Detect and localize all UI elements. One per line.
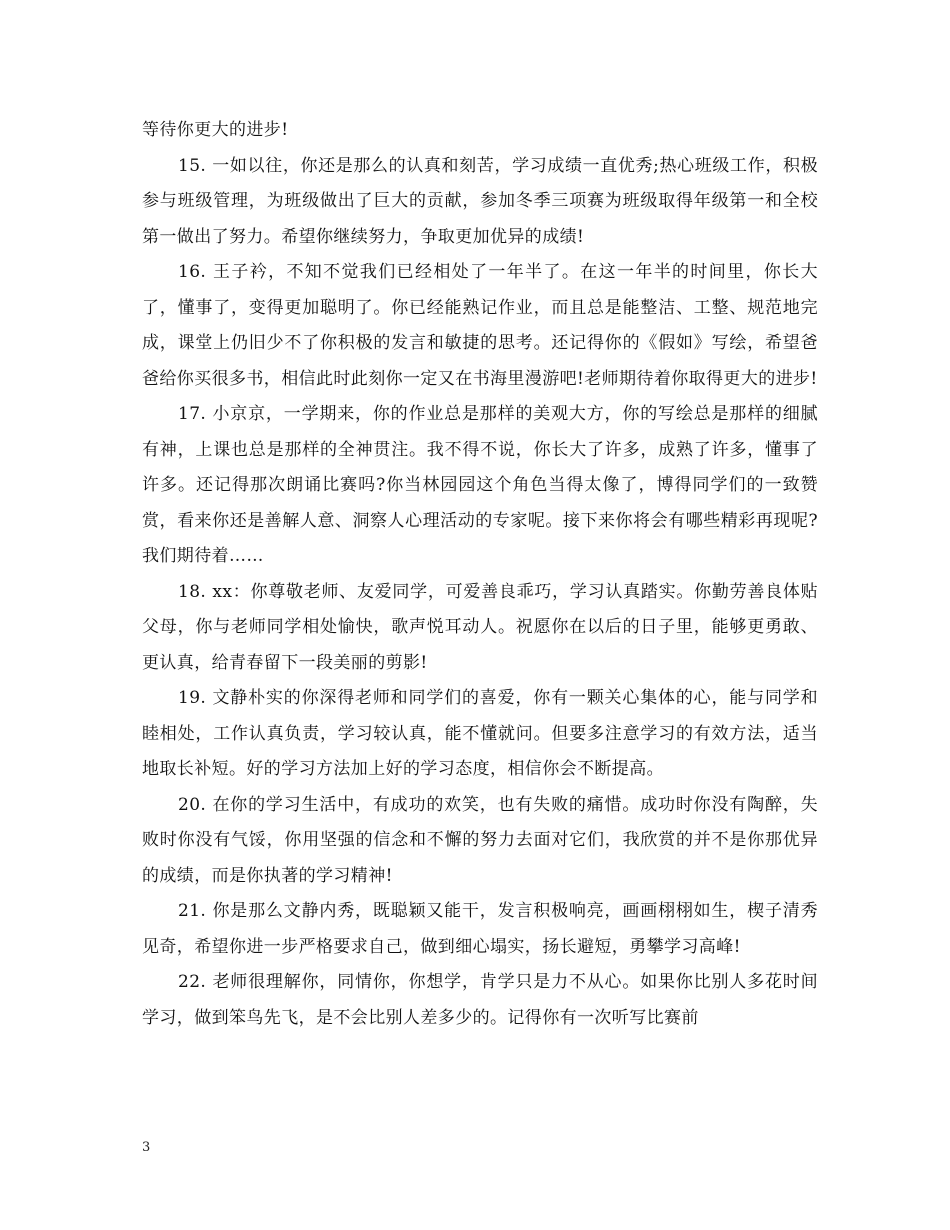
paragraph-item-17: 17. 小京京，一学期来，你的作业总是那样的美观大方，你的写绘总是那样的细腻有神，上课也总是那样的全神贯注。我不得不说，你长大了许多，成熟了许多，懂事了许多。还记得那次朗诵比赛吗?你当林园园这个角色当得太像了，博得同学们的一致赞赏，看来你还是善解人意、洞察人心理活动的专家呢。接下来你将会有哪些精彩再现呢?我们期待着……	[142, 404, 818, 566]
paragraph-item-20: 20. 在你的学习生活中，有成功的欢笑，也有失败的痛惜。成功时你没有陶醉，失败时你没有气馁，你用坚强的信念和不懈的努力去面对它们，我欣赏的并不是你那优异的成绩，而是你执著的学习精神!	[142, 794, 818, 886]
paragraph-item-16: 16. 王子衿，不知不觉我们已经相处了一年半了。在这一年半的时间里，你长大了，懂事了，变得更加聪明了。你已经能熟记作业，而且总是能整洁、工整、规范地完成，课堂上仍旧少不了你积极的发言和敏捷的思考。还记得你的《假如》写绘，希望爸爸给你买很多书，相信此时此刻你一定又在书海里漫游吧!老师期待着你取得更大的进步!	[142, 262, 818, 389]
paragraph-item-22: 22. 老师很理解你，同情你，你想学，肯学只是力不从心。如果你比别人多花时间学习，做到笨鸟先飞，是不会比别人差多少的。记得你有一次听写比赛前	[142, 972, 818, 1028]
paragraph-item-21: 21. 你是那么文静内秀，既聪颖又能干，发言积极响亮，画画栩栩如生，楔子清秀见奇，希望你进一步严格要求自己，做到细心塌实，扬长避短，勇攀学习高峰!	[142, 901, 818, 957]
paragraph-item-15: 15. 一如以往，你还是那么的认真和刻苦，学习成绩一直优秀;热心班级工作，积极参与班级管理，为班级做出了巨大的贡献，参加冬季三项赛为班级取得年级第一和全校第一做出了努力。希望你继续努力，争取更加优异的成绩!	[142, 155, 818, 247]
paragraph-item-18: 18. xx：你尊敬老师、友爱同学，可爱善良乖巧，学习认真踏实。你勤劳善良体贴父母，你与老师同学相处愉快，歌声悦耳动人。祝愿你在以后的日子里，能够更勇敢、更认真，给青春留下一段美丽的剪影!	[142, 581, 818, 673]
paragraph-item-19: 19. 文静朴实的你深得老师和同学们的喜爱，你有一颗关心集体的心，能与同学和睦相处，工作认真负责，学习较认真，能不懂就问。但要多注意学习的有效方法，适当地取长补短。好的学习方法加上好的学习态度，相信你会不断提高。	[142, 688, 818, 779]
page-number: 3	[142, 1140, 151, 1155]
document-body	[142, 113, 818, 1036]
paragraph-continuation: 等待你更大的进步!	[142, 120, 289, 140]
